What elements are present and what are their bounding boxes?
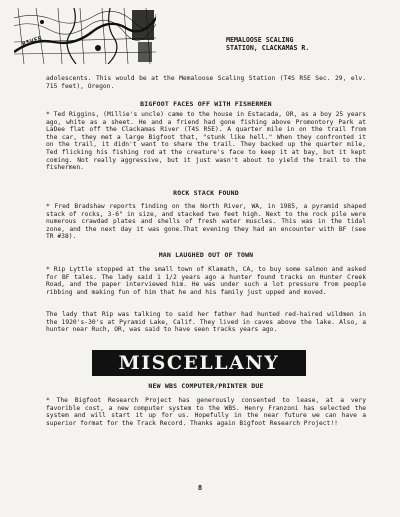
article-heading: ROCK STACK FOUND xyxy=(173,189,239,197)
intro-paragraph: adolescents. This would be at the Memaloose Scaling Station (T4S R5E Sec. 29, elv. 715 feet), Oregon. xyxy=(46,75,366,90)
article-heading: MAN LAUGHED OUT OF TOWN xyxy=(158,251,254,259)
misc-paragraph: * The Bigfoot Research Project has generously consented to lease, at a very favorible cost, a new computer system to the WBS. Henry Franzoni has selected the system and will start it up for us. Hopefully in the near future we can have a superior format for the Track Record. Thanks again Bigfoot Research Project!! xyxy=(46,397,366,427)
misc-heading: NEW WBS COMPUTER/PRINTER DUE xyxy=(148,382,264,390)
station-line-1: MEMALOOSE SCALING xyxy=(226,36,294,44)
station-caption xyxy=(226,36,386,52)
miscellany-banner xyxy=(92,350,306,376)
map-river-label: RIVER xyxy=(21,34,44,49)
article-paragraph: * Ted Riggins, (Millie's uncle) came to the house in Estacada, OR, as a boy 25 years ago, white as a sheet. He and a friend had gone fishing above Promontory Park at LaDee flat off the Clackamas River (T4S R5E). A quarter mile in on the trail from the car, they met a large Bigfoot that, "stunk like hell." When they confronted it on the trail, it didn't want to share the trail. They backed up the quarter mile, Ted flicking his fishing rod at the creature's face to keep it at bay, but it kept coming. Not really aggressive, but it just wasn't about to yield the trail to the fishermen. xyxy=(46,111,366,172)
banner-title: MISCELLANY xyxy=(118,352,280,374)
article-paragraph: * Rip Lyttle stopped at the small town of Klamath, CA, to buy some salmon and asked for BF tales. The lady said 1 1/2 years ago a hunter found tracks on Hunter Creek Road, and the paper interviewed him. He was under such a lot pressure from people ribbing and making fun of him that he and his family just upped and moved. xyxy=(46,266,366,296)
article-paragraph: * Fred Bradshaw reports finding on the North River, WA, in 1985, a pyramid shaped stack of rocks, 3-6" in size, and stacked two feet high. Next to the rock pile were numerous crawdad plates and shells of fresh water muscles. This was in the tidal zone, and the next day it was gone.That evening they had an encounter with BF (see TR #38). xyxy=(46,203,366,241)
page-number: 8 xyxy=(197,484,203,492)
article-paragraph: The lady that Rip was talking to said her father had hunted red-haired wildmen in the 1920's-30's at Pyramid Lake, Calif. They lived in caves above the lake. Also, a hunter near Ruch, OR, was said to have seen tracks years ago. xyxy=(46,311,366,334)
article-heading: BIGFOOT FACES OFF WITH FISHERMEN xyxy=(140,100,272,108)
river-map-illustration xyxy=(14,8,156,64)
station-line-2: STATION, CLACKAMAS R. xyxy=(226,44,310,52)
